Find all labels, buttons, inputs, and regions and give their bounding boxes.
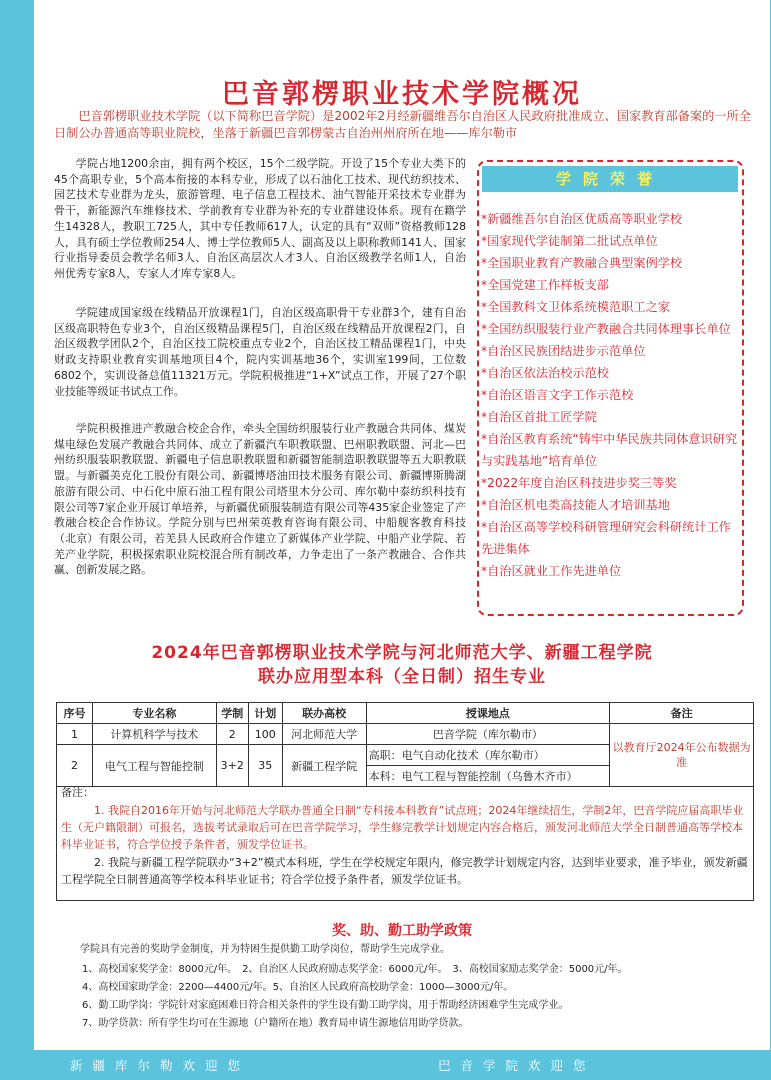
honor-item: *全国教科文卫体系统模范职工之家 [481, 300, 670, 314]
major-name: 计算机科学与技术 [92, 724, 216, 745]
policy-line: 7、助学贷款：所有学生均可在生源地（户籍所在地）教育局申请生源地信用助学贷款。 [82, 1018, 469, 1029]
remark-cell: 以教育厅2024年公布数据为准 [610, 724, 754, 787]
honor-item: *新疆维吾尔自治区优质高等职业学校 [481, 212, 683, 226]
policy-line: 学院具有完善的奖助学金制度，并为特困生提供勤工助学岗位，帮助学生完成学业。 [80, 944, 450, 955]
brochure-page [34, 0, 770, 1050]
honor-item: *2022年度自治区科技进步奖三等奖 [481, 476, 677, 490]
honor-item: *全国纺织服装行业产教融合共同体理事长单位 [481, 322, 731, 336]
policy-line: 4、高校国家助学金：2200—4400元/年。5、自治区人民政府高校助学金：1000—3000元/年。 [82, 982, 514, 993]
header-cell: 备注 [610, 703, 754, 724]
note-1: 1. 我院自2016年开始与河北师范大学联办普通全日制“专科接本科教育”试点班；2024年继续招生，学制2年，巴音学院应届高职毕业生（无户籍限制）可报名，选拔考试录取后可在巴音学院学习，学生修完教学计划规定内容合格后，颁发河北师范大学全日制普通高等学校本科毕业证书，符合学位授予条件者，颁发学位证书。 [61, 804, 744, 851]
study-years: 3+2 [216, 745, 248, 787]
overview-paragraph-1: 学院占地1200余亩，拥有两个校区，15个二级学院。开设了15个专业大类下的45个高职专业，5个高本衔接的本科专业，形成了以石油化工技术、现代纺织技术、园艺技术专业群为龙头，旅游管理、电子信息工程技术、油气智能开采技术专业群为骨干，新能源汽车维修技术、学前教育专业群为补充的专业群建设体系。现有在籍学生14328人，教职工725人，其中专任教师617人，认定的具有“双师”资格教师128人，具有硕士学位教师254人、博士学位教师5人、副高及以上职称教师141人、国家行业指导委员会教学名师3人、自治区高层次人才3人、自治区级教学名师1人，自治州优秀专家8人，专家人才库专家8人。 [54, 157, 466, 280]
notes-box [56, 782, 754, 901]
honors-list [481, 208, 739, 582]
policy-title: 奖、助、勤工助学政策 [332, 923, 472, 939]
honor-item: *全国党建工作样板支部 [481, 278, 609, 292]
honor-item: *自治区民族团结进步示范单位 [481, 344, 646, 358]
enroll-plan: 100 [248, 724, 282, 745]
left-margin-band [0, 0, 34, 1050]
footer-slogan-right: 巴音学院欢迎您 [438, 1058, 596, 1073]
header-cell: 授课地点 [366, 703, 610, 724]
page-title: 巴音郭楞职业技术学院概况 [222, 79, 582, 110]
header-cell: 序号 [57, 703, 93, 724]
honor-item: *自治区依法治校示范校 [481, 366, 609, 380]
note-2: 2. 我院与新疆工程学院联办“3+2”模式本科班，学生在学校规定年限内，修完教学计划规定内容，达到毕业要求，准予毕业，颁发新疆工程学院全日制普通高等学校本科毕业证书；符合学位授予条件者，颁发学位证书。 [61, 856, 748, 886]
partner-university: 新疆工程学院 [282, 745, 366, 787]
enrollment-title-line-2: 联办应用型本科（全日制）招生专业 [258, 667, 546, 687]
policy-line: 1、高校国家奖学金：8000元/年。 2、自治区人民政府励志奖学金：6000元/年。 3、高校国家励志奖学金：5000元/年。 [82, 964, 628, 975]
row-number: 1 [57, 724, 93, 745]
footer-slogan-left: 新疆库尔勒欢迎您 [70, 1058, 251, 1073]
honor-item: *自治区机电类高技能人才培训基地 [481, 498, 670, 512]
honor-item: *自治区就业工作先进单位 [481, 564, 622, 578]
honor-item: *自治区高等学校科研管理研究会科研统计工作先进集体 [481, 520, 731, 556]
honor-item: *自治区首批工匠学院 [481, 410, 597, 424]
honors-heading: 学院荣誉 [482, 166, 738, 192]
header-cell: 联办高校 [282, 703, 366, 724]
header-cell: 学制 [216, 703, 248, 724]
teaching-location: 本科：电气工程与智能控制（乌鲁木齐市） [366, 766, 610, 787]
notes-label: 备注： [61, 786, 94, 799]
major-name: 电气工程与智能控制 [92, 745, 216, 787]
header-cell: 专业名称 [92, 703, 216, 724]
honor-item: *全国职业教育产教融合典型案例学校 [481, 256, 683, 270]
study-years: 2 [216, 724, 248, 745]
teaching-location: 巴音学院（库尔勒市） [366, 724, 610, 745]
enroll-plan: 35 [248, 745, 282, 787]
honor-item: *国家现代学徒制第二批试点单位 [481, 234, 658, 248]
row-number: 2 [57, 745, 93, 787]
header-cell: 计划 [248, 703, 282, 724]
majors-table [56, 702, 754, 787]
honor-item: *自治区教育系统“铸牢中华民族共同体意识研究与实践基地”培育单位 [481, 432, 738, 468]
partner-university: 河北师范大学 [282, 724, 366, 745]
table-header-row [57, 703, 754, 724]
policy-line: 6、勤工助学岗：学院针对家庭困难日符合相关条件的学生设有勤工助学岗，用于帮助经济困难学生完成学业。 [82, 1000, 569, 1011]
intro-paragraph: 巴音郭楞职业技术学院（以下简称巴音学院）是2002年2月经新疆维吾尔自治区人民政府批准成立、国家教育部备案的一所全日制公办普通高等职业院校，坐落于新疆巴音郭楞蒙古自治州州府所在地——库尔勒市 [54, 109, 751, 140]
enrollment-title-line-1: 2024年巴音郭楞职业技术学院与河北师范大学、新疆工程学院 [151, 643, 653, 663]
overview-paragraph-3: 学院积极推进产教融合校企合作，牵头全国纺织服装行业产教融合共同体、煤炭煤电绿色发展产教融合共同体、成立了新疆汽车职教联盟、巴州职教联盟、河北—巴州纺织服装职教联盟、新疆电子信息职教联盟和新疆智能制造职教联盟等五大职教联盟。与新疆美克化工股份有限公司、新疆博塔油田技术服务有限公司、新疆博斯腾湖旅游有限公司、中石化中原石油工程有限公司塔里木分公司、库尔勒中泰纺织科技有限公司等7家企业开展订单培养，与新疆优硕服装制造有限公司等435家企业签定了产教融合校企合作协议。学院分别与巴州荣英教育咨询有限公司、中船舰客教育科技（北京）有限公司，若羌县人民政府合作建立了新媒体产业学院、中船产业学院、若羌产业学院，积极探索职业院校混合所有制改革，力争走出了一条产教融合、合作共赢、创新发展之路。 [54, 422, 466, 577]
honor-item: *自治区语言文字工作示范校 [481, 388, 634, 402]
table-row [57, 724, 754, 745]
teaching-location: 高职：电气自动化技术（库尔勒市） [366, 745, 610, 766]
overview-paragraph-2: 学院建成国家级在线精品开放课程1门，自治区级高职骨干专业群3个，建有自治区级高职特色专业3个，自治区级精品课程5门，自治区级在线精品开放课程2门，自治区级教学团队2个，自治区技工院校重点专业2个，自治区技工精品课程1门，中央财政支持职业教育实训基地项目4个，院内实训基地36个，实训室199间，工位数6802个，实训设备总值11321万元。学院积极推进“1+X”试点工作，开展了27个职业技能等级证书试点工作。 [54, 306, 466, 398]
